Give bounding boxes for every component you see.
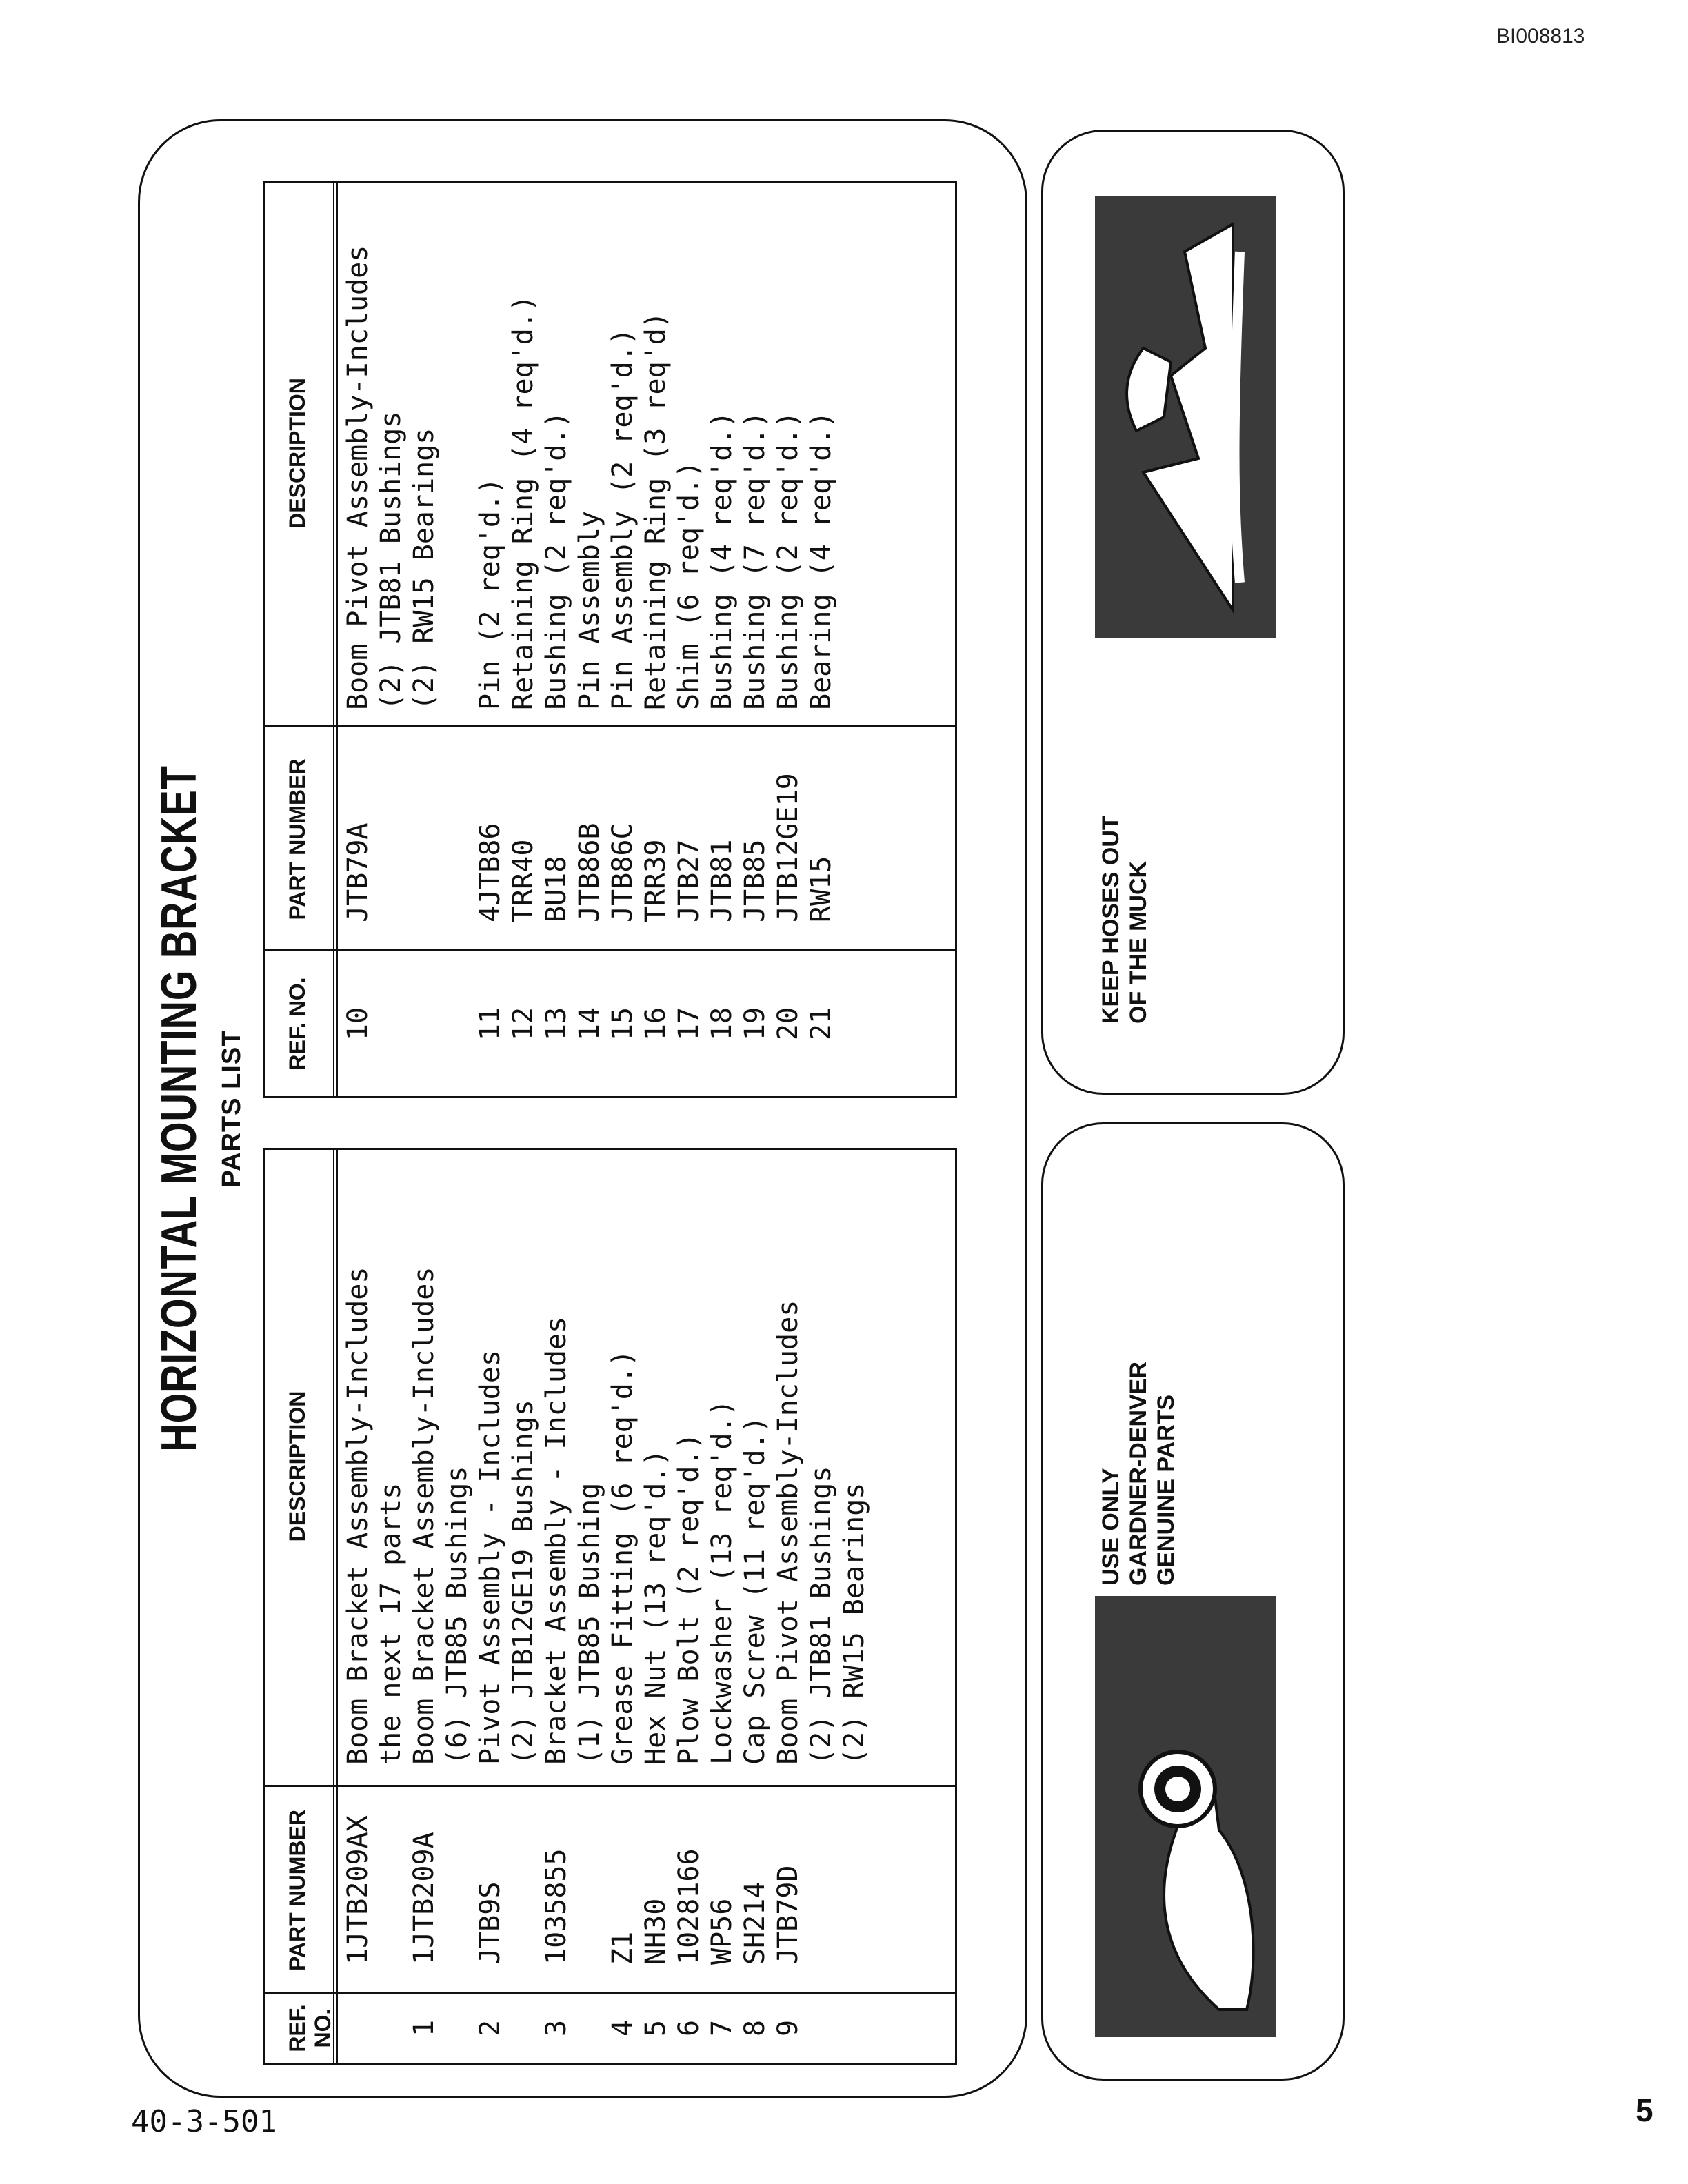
- part-number-cell: 1JTB209A: [408, 1832, 440, 1965]
- description-cell: Pivot Assembly - Includes: [474, 1349, 506, 1765]
- description-cell: Boom Bracket Assembly-Includes: [408, 1266, 440, 1765]
- description-cell: Bracket Assembly - Includes: [541, 1316, 572, 1765]
- ref-cell: 9: [772, 2019, 804, 2037]
- part-number-cell: TRR39: [640, 839, 672, 922]
- table-row: [639, 1150, 672, 2063]
- ref-cell: 17: [673, 1007, 705, 1041]
- description-cell: Bushing (4 req'd.): [706, 411, 738, 710]
- ref-cell: 19: [739, 1007, 771, 1041]
- part-number-cell: JTB85: [739, 839, 771, 922]
- table-row: [772, 183, 805, 1096]
- table-row: [573, 1150, 606, 2063]
- description-cell: Grease Fitting (6 req'd.): [607, 1349, 639, 1765]
- description-cell: Retaining Ring (3 req'd): [640, 312, 672, 710]
- notice-genuine-parts: [1041, 1122, 1345, 2081]
- table-row: [540, 1150, 573, 2063]
- table-row: [341, 1150, 374, 2063]
- part-number-cell: JTB27: [673, 839, 705, 922]
- table-row: [408, 183, 441, 1096]
- part-number-cell: JTB86B: [574, 822, 605, 922]
- page-code: 40-3-501: [131, 2104, 277, 2139]
- description-cell: Pin (2 req'd.): [474, 477, 506, 710]
- description-cell: Bearing (4 req'd.): [805, 411, 837, 710]
- description-cell: Pin Assembly: [574, 511, 605, 710]
- ref-cell: 11: [474, 1007, 506, 1041]
- table-row: [540, 183, 573, 1096]
- table-row: [738, 1150, 772, 2063]
- ref-cell: 15: [607, 1007, 639, 1041]
- table-row: [672, 183, 705, 1096]
- hands-holding-hose-icon: [1095, 196, 1276, 638]
- description-cell: Hex Nut (13 req'd.): [640, 1449, 672, 1765]
- ref-cell: 4: [607, 2019, 639, 2037]
- description-cell: (2) JTB81 Bushings: [805, 1466, 837, 1765]
- ref-cell: 21: [805, 1007, 837, 1041]
- description-cell: Shim (6 req'd.): [673, 461, 705, 710]
- ref-cell: 3: [541, 2019, 572, 2037]
- header-part-number: PART NUMBER: [285, 1809, 310, 1972]
- description-cell: (1) JTB85 Bushing: [574, 1482, 605, 1765]
- document-id: BI008813: [1496, 25, 1585, 48]
- part-number-cell: JTB79A: [342, 822, 374, 922]
- table-row: [507, 1150, 540, 2063]
- header-part-number: PART NUMBER: [285, 758, 310, 920]
- part-number-cell: BU18: [541, 856, 572, 922]
- part-number-cell: SH214: [739, 1881, 771, 1965]
- description-cell: the next 17 parts: [375, 1482, 407, 1765]
- table-row: [606, 183, 639, 1096]
- hose-illustration: [1095, 196, 1276, 638]
- table-row: [408, 1150, 441, 2063]
- part-number-cell: RW15: [805, 856, 837, 922]
- table-row: [805, 1150, 838, 2063]
- description-cell: Boom Pivot Assembly-Includes: [342, 245, 374, 710]
- description-cell: Retaining Ring (4 req'd.): [508, 294, 539, 710]
- page-subtitle: PARTS LIST: [217, 1029, 246, 1188]
- header-ref-no: REF. NO.: [285, 977, 310, 1071]
- part-number-cell: 4JTB86: [474, 822, 506, 922]
- table-body: [341, 183, 955, 1096]
- table-row: [772, 1150, 805, 2063]
- part-number-cell: NH30: [640, 1898, 672, 1965]
- notice-keep-hoses: [1041, 130, 1345, 1095]
- genuine-parts-text: [1097, 1362, 1180, 1586]
- table-row: [705, 183, 738, 1096]
- description-cell: (2) JTB81 Bushings: [375, 411, 407, 710]
- ref-cell: 16: [640, 1007, 672, 1041]
- table-header: [265, 183, 338, 1096]
- part-number-cell: 1035855: [541, 1848, 572, 1965]
- table-row: [374, 183, 408, 1096]
- description-cell: (6) JTB85 Bushings: [441, 1466, 473, 1765]
- parts-list-frame: [138, 119, 1027, 2098]
- description-cell: (2) RW15 Bearings: [838, 1482, 870, 1765]
- part-number-cell: JTB81: [706, 839, 738, 922]
- table-row: [805, 183, 838, 1096]
- table-row: [507, 183, 540, 1096]
- table-row: [606, 1150, 639, 2063]
- part-number-cell: 1JTB209AX: [342, 1815, 374, 1965]
- table-body: [341, 1150, 955, 2063]
- part-number-cell: TRR40: [508, 839, 539, 922]
- table-row: [573, 183, 606, 1096]
- table-row: [738, 183, 772, 1096]
- description-cell: Boom Bracket Assembly-Includes: [342, 1266, 374, 1765]
- description-cell: (2) RW15 Bearings: [408, 427, 440, 710]
- ref-cell: 2: [474, 2019, 506, 2037]
- part-number-cell: WP56: [706, 1898, 738, 1965]
- table-row: [639, 183, 672, 1096]
- ref-cell: 20: [772, 1007, 804, 1041]
- description-cell: Bushing (7 req'd.): [739, 411, 771, 710]
- ref-cell: 12: [508, 1007, 539, 1041]
- notice-line: KEEP HOSES OUT: [1098, 816, 1124, 1024]
- ref-cell: 13: [541, 1007, 572, 1041]
- genuine-parts-illustration: [1095, 1596, 1276, 2037]
- description-cell: Bushing (2 req'd.): [772, 411, 804, 710]
- table-header: [265, 1150, 338, 2063]
- page-title: HORIZONTAL MOUNTING BRACKET: [152, 765, 207, 1452]
- table-row: [672, 1150, 705, 2063]
- part-number-cell: JTB12GE19: [772, 773, 804, 922]
- description-cell: Boom Pivot Assembly-Includes: [772, 1300, 804, 1765]
- header-description: DESCRIPTION: [285, 1391, 310, 1542]
- header-description: DESCRIPTION: [285, 378, 310, 529]
- description-cell: Pin Assembly (2 req'd.): [607, 328, 639, 710]
- notice-line: GARDNER-DENVER: [1125, 1362, 1152, 1586]
- table-row: [838, 1150, 871, 2063]
- hand-holding-part-icon: [1095, 1596, 1276, 2037]
- part-number-cell: JTB79D: [772, 1865, 804, 1965]
- description-cell: Bushing (2 req'd.): [541, 411, 572, 710]
- ref-cell: 7: [706, 2019, 738, 2037]
- notice-line: GENUINE PARTS: [1153, 1394, 1179, 1586]
- parts-table-right: [263, 181, 957, 1098]
- description-cell: (2) JTB12GE19 Bushings: [508, 1399, 539, 1765]
- page-number: 5: [1636, 2092, 1654, 2128]
- ref-cell: 14: [574, 1007, 605, 1041]
- description-cell: Cap Screw (11 req'd.): [739, 1416, 771, 1765]
- ref-cell: 5: [640, 2019, 672, 2037]
- parts-table-left: [263, 1148, 957, 2065]
- ref-cell: 1: [408, 2019, 440, 2037]
- table-row: [474, 183, 507, 1096]
- table-row: [374, 1150, 408, 2063]
- part-number-cell: JTB9S: [474, 1881, 506, 1965]
- part-number-cell: JTB86C: [607, 822, 639, 922]
- table-row: [474, 1150, 507, 2063]
- description-cell: Plow Bolt (2 req'd.): [673, 1433, 705, 1765]
- keep-hoses-text: [1097, 816, 1152, 1024]
- table-row: [705, 1150, 738, 2063]
- notice-line: USE ONLY: [1098, 1468, 1124, 1586]
- part-number-cell: 1028166: [673, 1848, 705, 1965]
- ref-cell: 18: [706, 1007, 738, 1041]
- notice-line: OF THE MUCK: [1125, 860, 1152, 1024]
- description-cell: Lockwasher (13 req'd.): [706, 1399, 738, 1765]
- ref-cell: 8: [739, 2019, 771, 2037]
- ref-cell: 6: [673, 2019, 705, 2037]
- part-number-cell: Z1: [607, 1931, 639, 1965]
- ref-cell: 10: [342, 1007, 374, 1041]
- table-row: [441, 1150, 474, 2063]
- header-ref-no: REF. NO.: [285, 2004, 335, 2052]
- table-row: [341, 183, 374, 1096]
